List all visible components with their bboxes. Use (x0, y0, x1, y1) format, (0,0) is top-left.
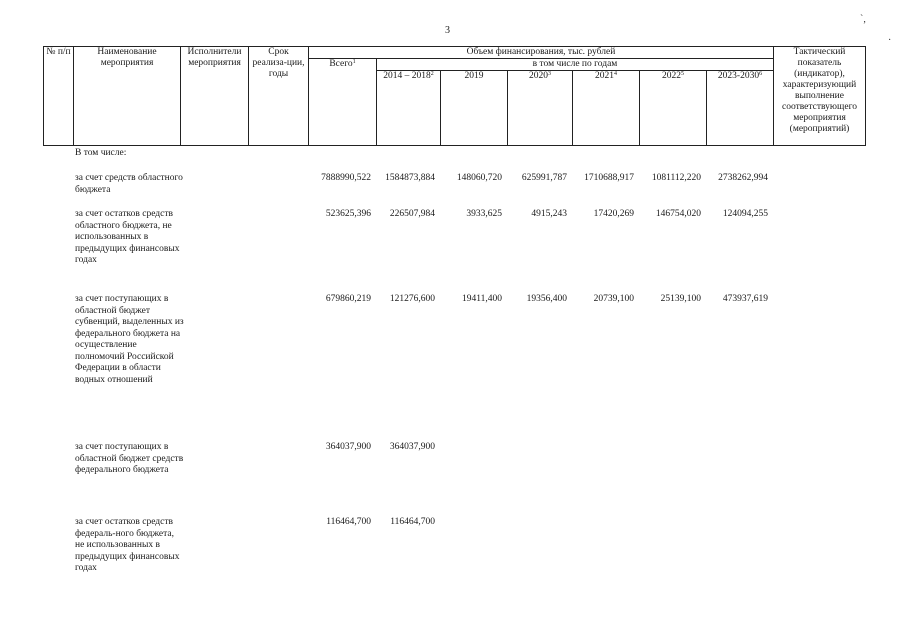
page-number: 3 (445, 25, 450, 36)
header-year: 2019 (441, 71, 508, 146)
cell-value: 364037,900 (389, 442, 435, 452)
scan-mark: · (888, 35, 892, 46)
header-num: № п/п (44, 47, 74, 146)
header-year: 2023-2030$^6$ (707, 71, 774, 146)
cell-value: 1584873,884 (385, 173, 435, 183)
cell-total: 364037,900 (325, 442, 371, 452)
header-by-years: в том числе по годам (377, 59, 774, 71)
cell-value: 116464,700 (390, 517, 435, 527)
row-label: за счет остатков средств федераль-ного бюджета, не использованных в предыдущих финансовых годах (75, 517, 180, 573)
header-finance: Объем финансирования, тыс. рублей (309, 47, 774, 59)
cell-value: 2738262,994 (718, 173, 768, 183)
cell-value: 1710688,917 (584, 173, 634, 183)
cell-value: 19356,400 (526, 294, 567, 304)
scan-mark: `, (860, 14, 866, 25)
cell-value: 226507,984 (389, 209, 435, 219)
cell-value: 25139,100 (660, 294, 701, 304)
row-label: за счет поступающих в областной бюджет средств федерального бюджета (75, 442, 184, 475)
row-label: за счет средств областного бюджета (75, 173, 183, 195)
cell-value: 121276,600 (389, 294, 435, 304)
header-term: Срок реализа-ции, годы (249, 47, 309, 146)
header-year: 2020$^3$ (508, 71, 573, 146)
cell-total: 679860,219 (325, 294, 371, 304)
header-total: Всего$^1$ (309, 59, 377, 146)
header-year: 2021$^4$ (573, 71, 640, 146)
row-label: за счет остатков средств областного бюджета, не использованных в предыдущих финансовых годах (75, 209, 180, 265)
cell-value: 473937,619 (722, 294, 768, 304)
cell-value: 625991,787 (521, 173, 567, 183)
including-label: В том числе: (75, 148, 127, 158)
cell-value: 19411,400 (461, 294, 502, 304)
cell-total: 523625,396 (325, 209, 371, 219)
cell-value: 17420,269 (593, 209, 634, 219)
cell-value: 146754,020 (655, 209, 701, 219)
cell-value: 148060,720 (456, 173, 502, 183)
cell-value: 3933,625 (466, 209, 502, 219)
header-year: 2014 – 2018$^2$ (377, 71, 441, 146)
cell-total: 116464,700 (326, 517, 371, 527)
cell-value: 20739,100 (593, 294, 634, 304)
row-label: за счет поступающих в областной бюджет субвенций, выделенных из федерального бюджета на осуществление полномочий Российской Федерации в области водных отношений (75, 294, 184, 385)
header-executors: Исполнители мероприятия (181, 47, 249, 146)
cell-total: 7888990,522 (321, 173, 371, 183)
header-year: 2022$^5$ (640, 71, 707, 146)
cell-value: 124094,255 (722, 209, 768, 219)
header-name: Наименование мероприятия (74, 47, 181, 146)
cell-value: 4915,243 (531, 209, 567, 219)
cell-value: 1081112,220 (651, 173, 701, 183)
header-indicator: Тактический показатель (индикатор), характеризующий выполнение соответствующего мероприятия (мероприятий) (774, 47, 866, 146)
